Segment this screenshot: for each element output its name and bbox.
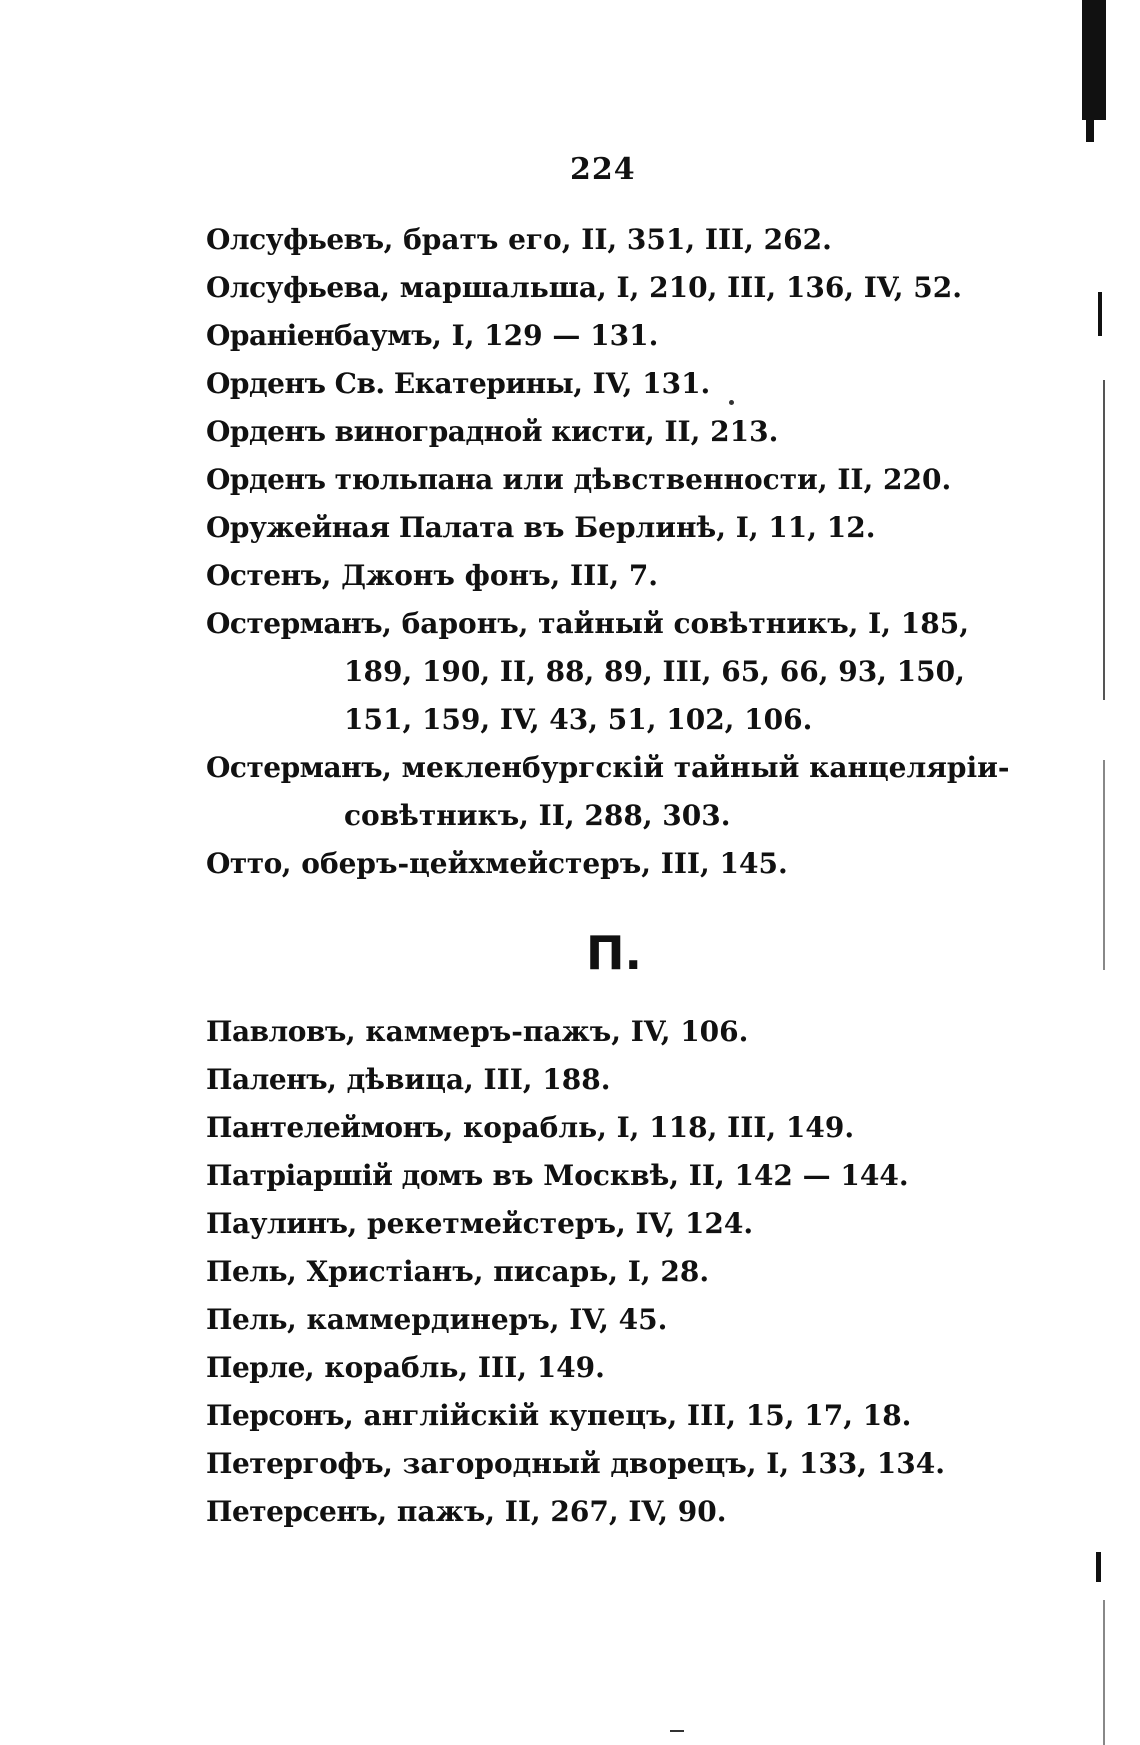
scan-speck	[670, 1730, 684, 1732]
entry-text: въ Москвѣ, II, 142 — 144.	[482, 1159, 909, 1192]
entry-heading: Перле	[206, 1351, 305, 1384]
index-entry	[206, 1248, 1036, 1296]
entry-heading: Орденъ Св. Екатерины	[206, 367, 574, 400]
index-entry	[206, 1056, 1036, 1104]
entry-text: , баронъ, тайный совѣтникъ, I, 185, 189, 190, II, 88, 89, III, 65, 66, 93, 150, 151, 159, IV, 43, 51, 102, 106.	[344, 607, 969, 736]
entry-text: , пажъ, II, 267, IV, 90.	[377, 1495, 727, 1528]
index-entry	[206, 504, 1036, 552]
scan-edge-artifact	[1103, 1600, 1105, 1745]
entry-text: , англійскій купецъ, III, 15, 17, 18.	[344, 1399, 912, 1432]
entry-text: , каммеръ-пажъ, IV, 106.	[345, 1015, 749, 1048]
scan-edge-artifact	[1082, 0, 1106, 120]
entry-heading: Патріаршій домъ	[206, 1159, 483, 1192]
index-entry	[206, 552, 1036, 600]
entry-heading: Оружейная Палата	[206, 511, 514, 544]
entry-text: , корабль, III, 149.	[304, 1351, 605, 1384]
entry-text: , I, 129 — 131.	[432, 319, 659, 352]
index-entry	[206, 216, 1036, 264]
index-entry	[206, 1488, 1036, 1536]
entry-text: , Христіанъ, писарь, I, 28.	[287, 1255, 710, 1288]
entry-heading: Паулинъ	[206, 1207, 348, 1240]
index-entry	[206, 600, 1036, 744]
index-entry	[206, 1008, 1036, 1056]
entry-text: или дѣвственности, II, 220.	[492, 463, 952, 496]
index-entry	[206, 312, 1036, 360]
entry-text: , Джонъ фонъ, III, 7.	[321, 559, 659, 592]
entry-text: , рекетмейстеръ, IV, 124.	[347, 1207, 754, 1240]
index-entry	[206, 1440, 1036, 1488]
entry-heading: Пель	[206, 1303, 288, 1336]
entry-heading: Отто	[206, 847, 282, 880]
scan-speck	[729, 400, 734, 405]
entry-heading: Петергофъ	[206, 1447, 384, 1480]
section-heading-p: П.	[586, 926, 642, 980]
entry-text: , братъ его, II, 351, III, 262.	[383, 223, 832, 256]
scan-edge-artifact	[1103, 380, 1105, 700]
entry-text: , мекленбургскій тайный канцеляріи-совѣтникъ, II, 288, 303.	[344, 751, 1010, 832]
index-entry	[206, 456, 1036, 504]
scan-edge-artifact	[1086, 120, 1094, 142]
index-entry	[206, 360, 1036, 408]
scan-edge-artifact	[1096, 1552, 1101, 1582]
entry-heading: Павловъ	[206, 1015, 346, 1048]
entry-heading: Петерсенъ	[206, 1495, 378, 1528]
entry-text: , IV, 131.	[573, 367, 711, 400]
entry-heading: Остерманъ	[206, 751, 383, 784]
page-number: 224	[570, 152, 636, 187]
entry-text: , загородный дворецъ, I, 133, 134.	[383, 1447, 945, 1480]
scan-edge-artifact	[1098, 292, 1102, 336]
entry-text: , маршальша, I, 210, III, 136, IV, 52.	[380, 271, 962, 304]
entry-heading: Пель	[206, 1255, 288, 1288]
entry-heading: Остерманъ	[206, 607, 383, 640]
entry-text: , каммердинеръ, IV, 45.	[287, 1303, 668, 1336]
index-entry	[206, 1200, 1036, 1248]
entry-heading: Паленъ	[206, 1063, 328, 1096]
entry-heading: Олсуфьева	[206, 271, 381, 304]
entry-heading: Орденъ тюльпана	[206, 463, 493, 496]
entry-text: , II, 213.	[644, 415, 779, 448]
entry-heading: Персонъ	[206, 1399, 345, 1432]
index-entry	[206, 1152, 1036, 1200]
entry-heading: Ораніенбаумъ	[206, 319, 433, 352]
index-entry	[206, 264, 1036, 312]
entry-text: въ Берлинѣ, I, 11, 12.	[513, 511, 876, 544]
entry-text: , корабль, I, 118, III, 149.	[443, 1111, 855, 1144]
index-entry	[206, 744, 1036, 840]
index-section-p	[206, 1008, 1036, 1536]
index-entry	[206, 408, 1036, 456]
entry-heading: Остенъ	[206, 559, 322, 592]
index-entry	[206, 1296, 1036, 1344]
entry-heading: Пантелеймонъ	[206, 1111, 444, 1144]
scan-edge-artifact	[1103, 760, 1105, 970]
entry-text: , дѣвица, III, 188.	[327, 1063, 611, 1096]
index-entry	[206, 1392, 1036, 1440]
index-entry	[206, 1344, 1036, 1392]
index-section-o	[206, 216, 1036, 888]
entry-text: , оберъ-цейхмейстеръ, III, 145.	[281, 847, 788, 880]
entry-heading: Орденъ виноградной кисти	[206, 415, 645, 448]
index-entry	[206, 1104, 1036, 1152]
index-entry	[206, 840, 1036, 888]
entry-heading: Олсуфьевъ	[206, 223, 384, 256]
